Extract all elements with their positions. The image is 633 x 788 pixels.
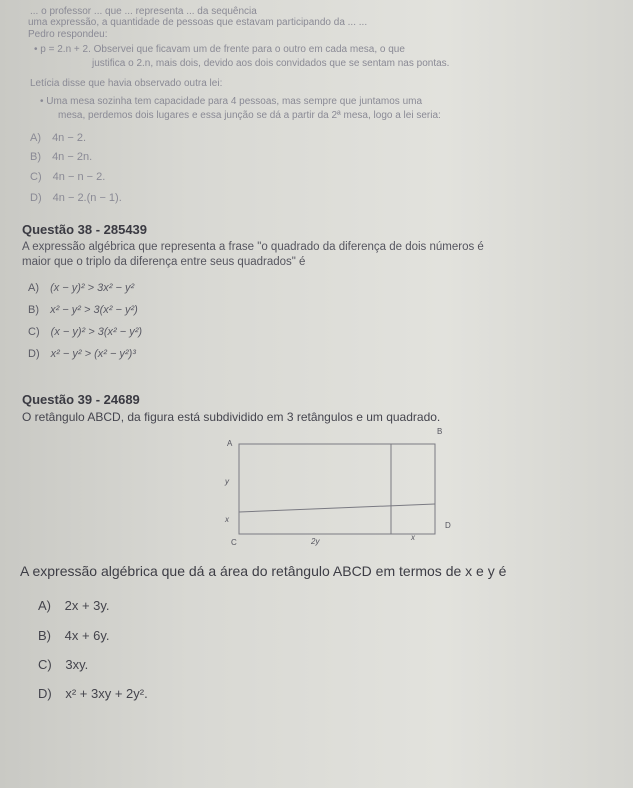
q39-option-b-letter: B) <box>38 628 51 643</box>
q39-option-d-text: x² + 3xy + 2y². <box>65 686 148 701</box>
q39-option-d-letter: D) <box>38 686 52 701</box>
q37-option-a-text: 4n − 2. <box>52 132 87 144</box>
q37-option-a-letter: A) <box>30 132 41 144</box>
q37-option-c-letter: C) <box>30 171 42 183</box>
leticia-rule: • Uma mesa sozinha tem capacidade para 4 pessoas, mas sempre que juntamos uma <box>40 96 423 107</box>
q39-option-a <box>38 598 110 613</box>
q38-statement-line2: maior que o triplo da diferença entre seus quadrados" é <box>22 256 306 268</box>
q37-option-b-text: 4n − 2n. <box>52 151 93 163</box>
top-line-1: ... o professor ... que ... representa ... da sequência <box>30 6 257 17</box>
pedro-formula-cont: justifica o 2.n, mais dois, devido aos dois convidados que se sentam nas pontas. <box>92 58 450 69</box>
q37-option-c-text: 4n − n − 2. <box>52 171 106 183</box>
q37-option-d <box>30 192 122 204</box>
q39-option-c-text: 3xy. <box>65 657 89 672</box>
q39-option-b <box>38 628 110 643</box>
leticia-intro: Letícia disse que havia observado outra lei: <box>30 78 223 89</box>
q38-option-a <box>28 282 134 294</box>
q39-title: Questão 39 - 24689 <box>22 392 140 407</box>
q38-option-c <box>28 326 142 338</box>
q38-title: Questão 38 - 285439 <box>22 222 148 237</box>
q38-option-a-letter: A) <box>28 282 39 294</box>
q38-statement-line1: A expressão algébrica que representa a frase "o quadrado da diferença de dois números é <box>22 241 484 253</box>
figure-label-y: y <box>225 477 229 486</box>
q39-option-a-letter: A) <box>38 598 51 613</box>
q38-option-b-letter: B) <box>28 304 39 316</box>
q39-option-b-text: 4x + 6y. <box>64 628 110 643</box>
figure-label-x-bottom: x <box>411 533 415 542</box>
q38-option-c-text: (x − y)² > 3(x² − y²) <box>50 326 143 338</box>
figure-label-a: A <box>227 439 233 448</box>
q38-option-b <box>28 304 138 316</box>
q37-option-b <box>30 151 92 163</box>
q37-option-c <box>30 171 105 183</box>
top-line-2: uma expressão, a quantidade de pessoas que estavam participando da ... ... <box>28 17 368 28</box>
leticia-rule-cont: mesa, perdemos dois lugares e essa junção se dá a partir da 2ª mesa, logo a lei seria: <box>58 110 441 121</box>
q39-option-d <box>38 686 148 701</box>
pedro-formula: • p = 2.n + 2. Observei que ficavam um de frente para o outro em cada mesa, o que <box>34 44 405 55</box>
q38-option-d-text: x² − y² > (x² − y²)³ <box>50 348 136 360</box>
figure-label-d: D <box>445 521 451 530</box>
q39-statement: O retângulo ABCD, da figura está subdividido em 3 retângulos e um quadrado. <box>22 410 441 424</box>
figure-label-b: B <box>437 427 443 436</box>
figure-label-2y: 2y <box>311 537 320 546</box>
q37-option-d-text: 4n − 2.(n − 1). <box>52 192 122 204</box>
rectangle-abcd-figure <box>215 422 465 552</box>
q37-option-b-letter: B) <box>30 151 41 163</box>
q39-option-a-text: 2x + 3y. <box>64 598 110 613</box>
q38-option-d <box>28 348 136 360</box>
q37-option-a <box>30 132 86 144</box>
q38-option-d-letter: D) <box>28 348 40 360</box>
q38-option-c-letter: C) <box>28 326 40 338</box>
figure-label-c: C <box>231 538 237 547</box>
q39-option-c <box>38 657 88 672</box>
q39-question: A expressão algébrica que dá a área do retângulo ABCD em termos de x e y é <box>20 563 507 579</box>
q38-option-a-text: (x − y)² > 3x² − y² <box>50 282 135 294</box>
q37-option-d-letter: D) <box>30 192 42 204</box>
q39-option-c-letter: C) <box>38 657 52 672</box>
figure-label-x-left: x <box>225 515 229 524</box>
q38-option-b-text: x² − y² > 3(x² − y²) <box>50 304 138 316</box>
top-line-3: Pedro respondeu: <box>28 29 108 40</box>
